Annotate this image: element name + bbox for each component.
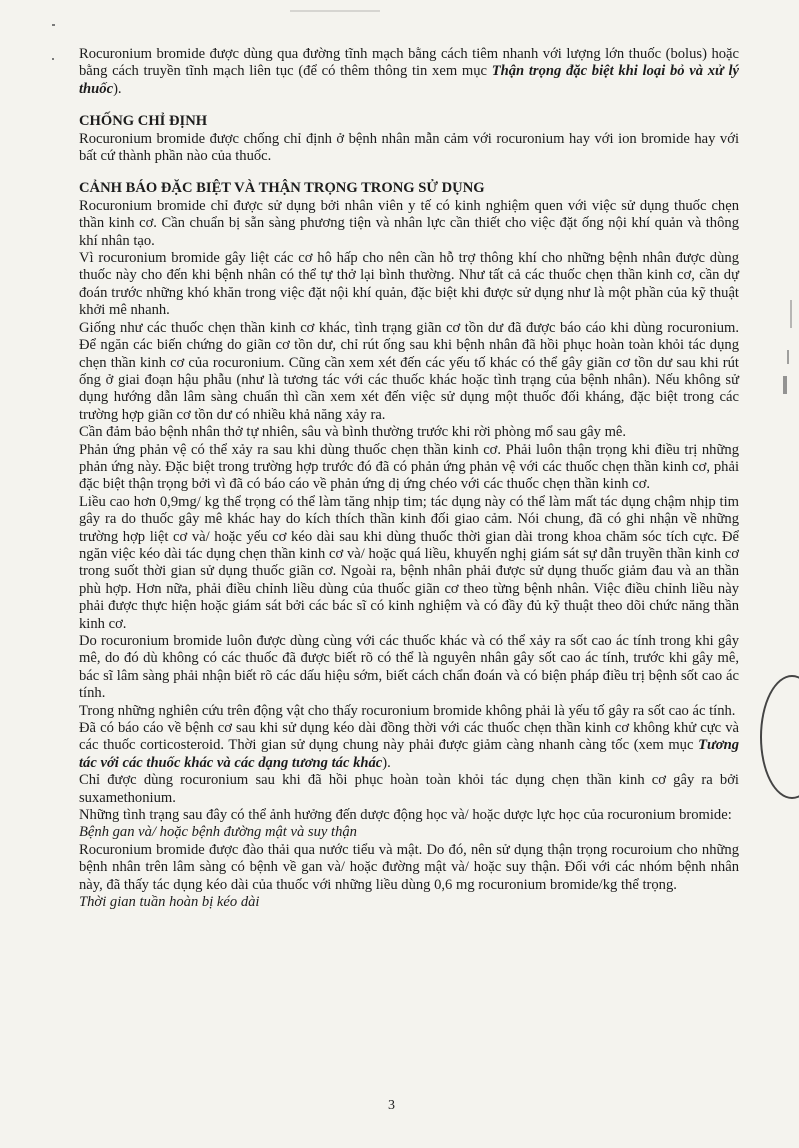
scan-artifact <box>790 300 792 328</box>
section-heading-contraindication: CHỐNG CHỈ ĐỊNH <box>79 113 208 130</box>
page-number: 3 <box>388 1098 395 1113</box>
paragraph: Trong những nghiên cứu trên động vật cho thấy rocuronium bromide không phải là yếu tố gây ra sốt cao ác tính. <box>79 702 736 719</box>
subheading: Thời gian tuần hoàn bị kéo dài <box>79 894 260 911</box>
paragraph: Chỉ được dùng rocuronium sau khi đã hồi phục hoàn toàn khỏi tác dụng chẹn thần kinh cơ gây ra bởi suxamethonium. <box>79 772 739 806</box>
paragraph: Đã có báo cáo về bệnh cơ sau khi sử dụng kéo dài đồng thời với các thuốc chẹn thần kinh cơ không khử cực và các thuốc corticosteroid. Thời gian sử dụng chung này phải được giảm càng nhanh càng tốc (xem mục Tương tác với các thuốc khác và các dạng tương tác khác). <box>79 720 739 771</box>
section-reference: Thận trọng đặc biệt khi loại bỏ và xử lý thuốc <box>79 63 739 97</box>
paragraph: Giống như các thuốc chẹn thần kinh cơ khác, tình trạng giãn cơ tồn dư đã được báo cáo khi dùng rocuronium. Để ngăn các biến chứng do giãn cơ tồn dư, chỉ rút ống sau khi bệnh nhân đã hồi phục hoàn toàn khỏi tác dụng chẹn thần kinh cơ của rocuronium. Cũng cần xem xét đến các yếu tố khác có thể gây giãn cơ tồn dư sau khi rút ống ở giai đoạn hậu phẫu (như là tương tác với các thuốc khác hoặc tình trạng của bệnh nhân). Nếu không sử dụng hướng dẫn lâm sàng chuẩn thì cần xem xét đến việc sử dụng một thuốc đối kháng, đặc biệt trong các trường hợp giãn cơ tồn dư có nhiều khả năng xảy ra. <box>79 319 739 423</box>
scan-artifact <box>783 376 787 394</box>
subheading: Bệnh gan và/ hoặc bệnh đường mật và suy thận <box>79 824 357 841</box>
stamp-mark <box>760 675 799 799</box>
paragraph: Rocuronium bromide chỉ được sử dụng bởi nhân viên y tế có kinh nghiệm quen với việc sử dụng thuốc chẹn thần kinh cơ. Cần chuẩn bị sẵn sàng phương tiện và nhân lực cần thiết cho việc đặt ống nội khí quản và thông khí nhân tạo. <box>79 197 739 249</box>
paragraph: Rocuronium bromide được dùng qua đường tĩnh mạch bằng cách tiêm nhanh với lượng lớn thuốc (bolus) hoặc bằng cách truyền tĩnh mạch liên tục (để có thêm thông tin xem mục Thận trọng đặc biệt khi loại bỏ và xử lý thuốc). <box>79 46 739 97</box>
document-page <box>79 46 739 912</box>
paragraph: Cần đảm bảo bệnh nhân thở tự nhiên, sâu và bình thường trước khi rời phòng mổ sau gây mê. <box>79 424 627 441</box>
paragraph: Vì rocuronium bromide gây liệt các cơ hô hấp cho nên cần hỗ trợ thông khí cho những bệnh nhân được dùng thuốc này cho đến khi bệnh nhân có thể tự thở lại bình thường. Như tất cả các thuốc chẹn thần kinh cơ, cần dự đoán trước những khó khăn trong việc đặt nội khí quản, đặc biệt khi được sử dụng như là một phần của kỹ thuật khởi mê nhanh. <box>79 250 739 319</box>
scan-artifact <box>787 350 789 364</box>
paragraph: Rocuronium bromide được đào thải qua nước tiểu và mật. Do đó, nên sử dụng thận trọng rocuroium cho những bệnh nhân trên lâm sàng có bệnh về gan và/ hoặc đường mật và/ hoặc suy thận. Đối với các nhóm bệnh nhân này, đã thấy tác dụng kéo dài của thuốc với những liều dùng 0,6 mg rocuronium bromide/kg thể trọng. <box>79 841 739 893</box>
scan-artifact <box>52 24 55 26</box>
scan-artifact <box>290 10 380 12</box>
paragraph: Những tình trạng sau đây có thể ảnh hưởng đến dược động học và/ hoặc dược lực học của rocuronium bromide: <box>79 807 732 824</box>
paragraph: Liều cao hơn 0,9mg/ kg thể trọng có thể làm tăng nhịp tim; tác dụng này có thể làm mất tác dụng chậm nhịp tim gây ra do thuốc gây mê khác hay do kích thích thần kinh đối giao cảm. Nói chung, đã có ghi nhận về những trường hợp liệt cơ và/ hoặc yếu cơ kéo dài sau khi dùng thuốc thời gian dài trong khoa chăm sóc tích cực. Để ngăn việc kéo dài tác dụng chẹn thần kinh cơ và/ hoặc quá liều, khuyến nghị giám sát sự dẫn truyền thần kinh cơ trong suốt thời gian sử dụng thuốc giãn cơ. Ngoài ra, bệnh nhân phải được sử dụng thuốc giảm đau và an thần phù hợp. Hơn nữa, phải điều chỉnh liều dùng của thuốc giãn cơ theo từng bệnh nhân. Việc điều chỉnh liều này phải được thực hiện hoặc giám sát bởi các bác sĩ có kinh nghiệm và có đầy đủ kỹ thuật theo dõi chức năng thần kinh cơ. <box>79 493 739 632</box>
section-reference: Tương tác với các thuốc khác và các dạng tương tác khác <box>79 737 739 771</box>
scan-artifact <box>52 58 54 60</box>
paragraph: Do rocuronium bromide luôn được dùng cùng với các thuốc khác và có thể xảy ra sốt cao ác tính trong khi gây mê, do đó dù không có các thuốc đã được biết rõ có thể là nguyên nhân gây sốt cao ác tính, trước khi gây mê, bác sĩ lâm sàng phải nhận biết rõ các dấu hiệu sớm, biết cách chẩn đoán và có biện pháp điều trị bệnh sốt cao ác tính. <box>79 633 739 702</box>
paragraph: Rocuronium bromide được chống chỉ định ở bệnh nhân mẫn cảm với rocuronium hay với ion bromide hay với bất cứ thành phần nào của thuốc. <box>79 130 739 165</box>
paragraph: Phản ứng phản vệ có thể xảy ra sau khi dùng thuốc chẹn thần kinh cơ. Phải luôn thận trọng khi điều trị những phản ứng này. Đặc biệt trong trường hợp trước đó đã có phản ứng phản vệ với các thuốc chẹn thần kinh cơ, phải đặc biệt thận trọng bởi vì đã có báo cáo về phản ứng dị ứng chéo với các thuốc chẹn thần kinh cơ. <box>79 441 739 493</box>
section-heading-warnings: CẢNH BÁO ĐẶC BIỆT VÀ THẬN TRỌNG TRONG SỬ DỤNG <box>79 180 485 197</box>
